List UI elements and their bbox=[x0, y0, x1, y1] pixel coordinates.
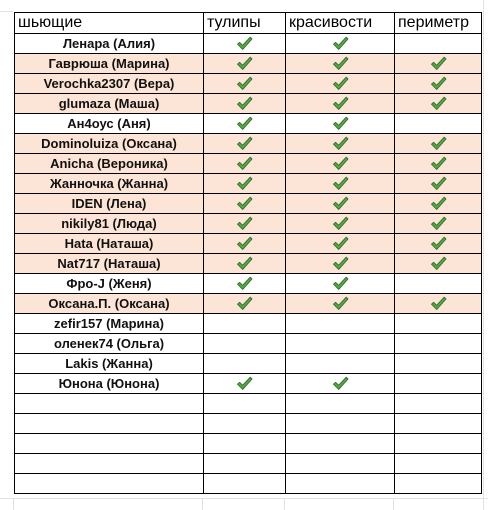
table-row bbox=[15, 254, 482, 274]
perimeter-cell[interactable] bbox=[395, 234, 482, 254]
beauties-cell[interactable] bbox=[286, 214, 395, 234]
header-perimeter[interactable]: периметр bbox=[395, 13, 482, 34]
perimeter-cell[interactable] bbox=[395, 454, 482, 474]
perimeter-cell[interactable] bbox=[395, 294, 482, 314]
header-beauties[interactable]: красивости bbox=[286, 13, 395, 34]
tulips-cell[interactable] bbox=[204, 194, 286, 214]
roster-body bbox=[15, 34, 482, 494]
perimeter-cell[interactable] bbox=[395, 354, 482, 374]
perimeter-cell[interactable] bbox=[395, 114, 482, 134]
check-mark-icon bbox=[332, 76, 349, 91]
check-mark-icon bbox=[236, 76, 253, 91]
beauties-cell[interactable] bbox=[286, 354, 395, 374]
table-row bbox=[15, 454, 482, 474]
beauties-cell[interactable] bbox=[286, 314, 395, 334]
table-row bbox=[15, 94, 482, 114]
check-mark-icon bbox=[332, 96, 349, 111]
tulips-cell[interactable] bbox=[204, 454, 286, 474]
participant-name-cell[interactable]: Фро-J (Женя) bbox=[15, 274, 204, 294]
participant-name-cell[interactable]: Оксана.П. (Оксана) bbox=[15, 294, 204, 314]
table-row bbox=[15, 474, 482, 494]
table-row bbox=[15, 194, 482, 214]
check-mark-icon bbox=[332, 236, 349, 251]
beauties-cell[interactable] bbox=[286, 274, 395, 294]
tulips-cell[interactable] bbox=[204, 74, 286, 94]
perimeter-cell[interactable] bbox=[395, 134, 482, 154]
perimeter-cell[interactable] bbox=[395, 254, 482, 274]
beauties-cell[interactable] bbox=[286, 394, 395, 414]
beauties-cell[interactable] bbox=[286, 154, 395, 174]
participant-name-cell[interactable] bbox=[15, 414, 204, 434]
tulips-cell[interactable] bbox=[204, 274, 286, 294]
tulips-cell[interactable] bbox=[204, 254, 286, 274]
participant-name-cell[interactable]: Юнона (Юнона) bbox=[15, 374, 204, 394]
participant-name-cell[interactable]: Ленара (Алия) bbox=[15, 34, 204, 54]
table-row bbox=[15, 434, 482, 454]
perimeter-cell[interactable] bbox=[395, 274, 482, 294]
table-row bbox=[15, 274, 482, 294]
check-mark-icon bbox=[332, 296, 349, 311]
table-row bbox=[15, 174, 482, 194]
check-mark-icon bbox=[236, 256, 253, 271]
participant-name-cell[interactable] bbox=[15, 394, 204, 414]
beauties-cell[interactable] bbox=[286, 414, 395, 434]
perimeter-cell[interactable] bbox=[395, 174, 482, 194]
check-mark-icon bbox=[236, 376, 253, 391]
check-mark-icon bbox=[430, 196, 447, 211]
check-mark-icon bbox=[430, 156, 447, 171]
check-mark-icon bbox=[236, 196, 253, 211]
table-row bbox=[15, 134, 482, 154]
participant-name-cell[interactable]: glumaza (Маша) bbox=[15, 94, 204, 114]
tulips-cell[interactable] bbox=[204, 54, 286, 74]
participant-name-cell[interactable]: Verochka2307 (Вера) bbox=[15, 74, 204, 94]
check-mark-icon bbox=[430, 96, 447, 111]
check-mark-icon bbox=[332, 56, 349, 71]
check-mark-icon bbox=[430, 136, 447, 151]
beauties-cell[interactable] bbox=[286, 474, 395, 494]
perimeter-cell[interactable] bbox=[395, 34, 482, 54]
perimeter-cell[interactable] bbox=[395, 94, 482, 114]
tulips-cell[interactable] bbox=[204, 114, 286, 134]
tulips-cell[interactable] bbox=[204, 234, 286, 254]
check-mark-icon bbox=[236, 36, 253, 51]
header-tulips[interactable]: тулипы bbox=[204, 13, 286, 34]
tulips-cell[interactable] bbox=[204, 354, 286, 374]
tulips-cell[interactable] bbox=[204, 474, 286, 494]
check-mark-icon bbox=[236, 236, 253, 251]
tulips-cell[interactable] bbox=[204, 394, 286, 414]
participant-name-cell[interactable]: IDEN (Лена) bbox=[15, 194, 204, 214]
check-mark-icon bbox=[430, 176, 447, 191]
check-mark-icon bbox=[236, 296, 253, 311]
check-mark-icon bbox=[430, 296, 447, 311]
tulips-cell[interactable] bbox=[204, 214, 286, 234]
perimeter-cell[interactable] bbox=[395, 334, 482, 354]
check-mark-icon bbox=[236, 216, 253, 231]
table-row bbox=[15, 114, 482, 134]
check-mark-icon bbox=[332, 256, 349, 271]
beauties-cell[interactable] bbox=[286, 334, 395, 354]
beauties-cell[interactable] bbox=[286, 374, 395, 394]
check-mark-icon bbox=[236, 276, 253, 291]
tulips-cell[interactable] bbox=[204, 134, 286, 154]
tulips-cell[interactable] bbox=[204, 414, 286, 434]
table-row bbox=[15, 374, 482, 394]
check-mark-icon bbox=[332, 216, 349, 231]
participant-name-cell[interactable]: nikily81 (Люда) bbox=[15, 214, 204, 234]
beauties-cell[interactable] bbox=[286, 294, 395, 314]
table-row bbox=[15, 394, 482, 414]
perimeter-cell[interactable] bbox=[395, 394, 482, 414]
participant-name-cell[interactable]: Lakis (Жанна) bbox=[15, 354, 204, 374]
tulips-cell[interactable] bbox=[204, 314, 286, 334]
participant-name-cell[interactable]: Ан4оус (Аня) bbox=[15, 114, 204, 134]
beauties-cell[interactable] bbox=[286, 194, 395, 214]
perimeter-cell[interactable] bbox=[395, 194, 482, 214]
table-row bbox=[15, 414, 482, 434]
check-mark-icon bbox=[332, 36, 349, 51]
participant-name-cell[interactable]: Гаврюша (Марина) bbox=[15, 54, 204, 74]
tulips-cell[interactable] bbox=[204, 434, 286, 454]
roster-table bbox=[14, 12, 482, 494]
table-row bbox=[15, 54, 482, 74]
tulips-cell[interactable] bbox=[204, 294, 286, 314]
table-row bbox=[15, 294, 482, 314]
perimeter-cell[interactable] bbox=[395, 414, 482, 434]
table-row bbox=[15, 154, 482, 174]
table-row bbox=[15, 354, 482, 374]
table-row bbox=[15, 74, 482, 94]
header-name[interactable]: шьющие bbox=[15, 13, 204, 34]
check-mark-icon bbox=[332, 176, 349, 191]
perimeter-cell[interactable] bbox=[395, 214, 482, 234]
perimeter-cell[interactable] bbox=[395, 74, 482, 94]
table-row bbox=[15, 334, 482, 354]
table-row bbox=[15, 214, 482, 234]
check-mark-icon bbox=[332, 276, 349, 291]
check-mark-icon bbox=[236, 156, 253, 171]
participant-name-cell[interactable]: Nat717 (Наташа) bbox=[15, 254, 204, 274]
table-row bbox=[15, 234, 482, 254]
participant-name-cell[interactable]: Hata (Наташа) bbox=[15, 234, 204, 254]
check-mark-icon bbox=[332, 116, 349, 131]
perimeter-cell[interactable] bbox=[395, 374, 482, 394]
participant-name-cell[interactable]: zefir157 (Марина) bbox=[15, 314, 204, 334]
participant-name-cell[interactable]: Anicha (Вероника) bbox=[15, 154, 204, 174]
check-mark-icon bbox=[236, 56, 253, 71]
participant-name-cell[interactable] bbox=[15, 454, 204, 474]
perimeter-cell[interactable] bbox=[395, 54, 482, 74]
beauties-cell[interactable] bbox=[286, 454, 395, 474]
beauties-cell[interactable] bbox=[286, 174, 395, 194]
tulips-cell[interactable] bbox=[204, 174, 286, 194]
check-mark-icon bbox=[332, 136, 349, 151]
participant-name-cell[interactable]: Жанночка (Жанна) bbox=[15, 174, 204, 194]
check-mark-icon bbox=[332, 196, 349, 211]
check-mark-icon bbox=[236, 136, 253, 151]
check-mark-icon bbox=[430, 56, 447, 71]
beauties-cell[interactable] bbox=[286, 34, 395, 54]
tulips-cell[interactable] bbox=[204, 94, 286, 114]
beauties-cell[interactable] bbox=[286, 94, 395, 114]
check-mark-icon bbox=[430, 76, 447, 91]
check-mark-icon bbox=[430, 236, 447, 251]
beauties-cell[interactable] bbox=[286, 234, 395, 254]
beauties-cell[interactable] bbox=[286, 434, 395, 454]
tulips-cell[interactable] bbox=[204, 374, 286, 394]
perimeter-cell[interactable] bbox=[395, 474, 482, 494]
table-row bbox=[15, 314, 482, 334]
check-mark-icon bbox=[332, 156, 349, 171]
beauties-cell[interactable] bbox=[286, 54, 395, 74]
beauties-cell[interactable] bbox=[286, 114, 395, 134]
check-mark-icon bbox=[236, 96, 253, 111]
perimeter-cell[interactable] bbox=[395, 154, 482, 174]
check-mark-icon bbox=[332, 376, 349, 391]
participant-name-cell[interactable]: Dominoluiza (Оксана) bbox=[15, 134, 204, 154]
check-mark-icon bbox=[236, 116, 253, 131]
participant-name-cell[interactable] bbox=[15, 474, 204, 494]
perimeter-cell[interactable] bbox=[395, 434, 482, 454]
beauties-cell[interactable] bbox=[286, 74, 395, 94]
perimeter-cell[interactable] bbox=[395, 314, 482, 334]
participant-name-cell[interactable] bbox=[15, 434, 204, 454]
tulips-cell[interactable] bbox=[204, 334, 286, 354]
beauties-cell[interactable] bbox=[286, 254, 395, 274]
tulips-cell[interactable] bbox=[204, 34, 286, 54]
participant-name-cell[interactable]: оленек74 (Ольга) bbox=[15, 334, 204, 354]
check-mark-icon bbox=[430, 216, 447, 231]
check-mark-icon bbox=[236, 176, 253, 191]
tulips-cell[interactable] bbox=[204, 154, 286, 174]
beauties-cell[interactable] bbox=[286, 134, 395, 154]
check-mark-icon bbox=[430, 256, 447, 271]
table-row bbox=[15, 34, 482, 54]
header-row bbox=[15, 13, 482, 34]
